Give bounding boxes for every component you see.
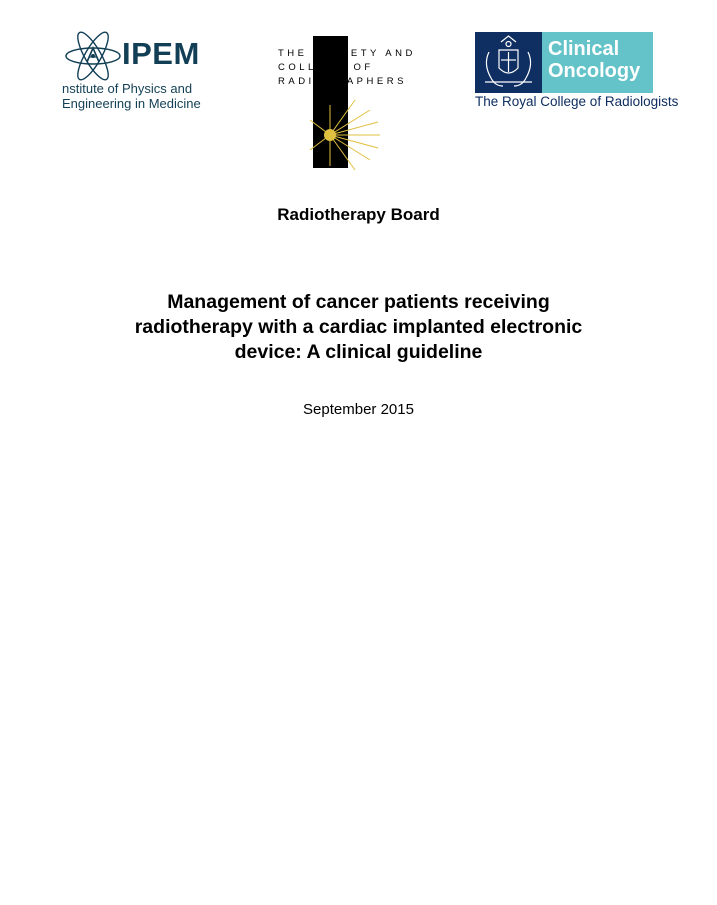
crest-icon (475, 32, 542, 93)
clinical-oncology-band (542, 32, 653, 93)
ipem-name-line-1: nstitute of Physics and (62, 81, 193, 96)
scor-line-3: RADIOGRAPHERS (278, 76, 407, 87)
scor-line-1: THE SOCIETY AND (278, 48, 416, 59)
document-title-line-2: radiotherapy with a cardiac implanted electronic (134, 316, 583, 338)
sun-icon (310, 100, 380, 170)
ipem-logo (62, 30, 212, 112)
rcr-clinical-oncology-logo (475, 32, 679, 114)
board-title: Radiotherapy Board (277, 205, 440, 224)
ipem-wordmark: IPEM (122, 36, 200, 71)
rcr-caption: The Royal College of Radiologists (475, 94, 679, 109)
scor-line-2: COLLEGE OF (278, 62, 374, 73)
document-title (0, 290, 717, 365)
publication-date: September 2015 (303, 401, 414, 418)
scor-wordmark (278, 47, 438, 89)
document-title-line-1: Management of cancer patients receiving (167, 291, 550, 313)
document-title-line-3: device: A clinical guideline (234, 341, 483, 363)
band-text-line-1: Clinical (548, 38, 620, 60)
ipem-name-line-2: Engineering in Medicine (62, 96, 201, 111)
band-text-line-2: Oncology (548, 60, 641, 82)
atom-icon (64, 30, 122, 82)
scor-logo (278, 28, 438, 168)
